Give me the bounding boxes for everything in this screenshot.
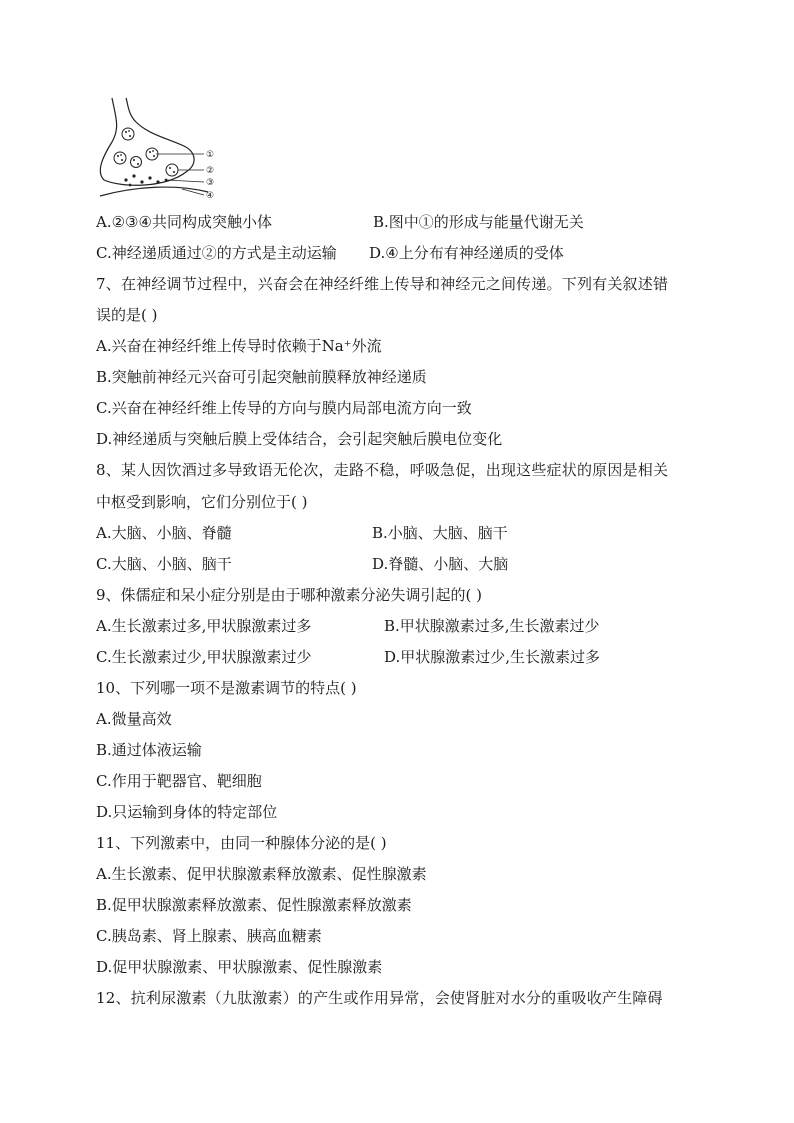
q11-option-b: B.促甲状腺激素释放激素、促性腺激素释放激素 — [96, 896, 412, 914]
q10-option-b: B.通过体液运输 — [96, 741, 202, 759]
q7-option-a: A.兴奋在神经纤维上传导时依赖于Na⁺外流 — [96, 337, 382, 355]
q6-option-a: A.②③④共同构成突触小体 — [96, 213, 272, 231]
q6-option-d: D.④上分布有神经递质的受体 — [369, 244, 564, 262]
q9-option-b: B.甲状腺激素过多,生长激素过少 — [384, 617, 600, 635]
q8-option-b: B.小脑、大脑、脑干 — [372, 524, 508, 542]
callout-2: ② — [206, 166, 215, 176]
q6-option-b: B.图中①的形成与能量代谢无关 — [373, 213, 584, 231]
q7-option-c: C.兴奋在神经纤维上传导的方向与膜内局部电流方向一致 — [96, 399, 472, 417]
q11-option-c: C.胰岛素、肾上腺素、胰高血糖素 — [96, 927, 322, 945]
q9-option-d: D.甲状腺激素过少,生长激素过多 — [384, 648, 601, 666]
q9-option-a: A.生长激素过多,甲状腺激素过多 — [96, 617, 312, 635]
q11-stem: 11、下列激素中，由同一种腺体分泌的是( ) — [96, 834, 387, 852]
q7-option-b: B.突触前神经元兴奋可引起突触前膜释放神经递质 — [96, 368, 427, 386]
q9-stem: 9、侏儒症和呆小症分别是由于哪种激素分泌失调引起的( ) — [96, 586, 483, 604]
synapse-diagram — [96, 96, 226, 204]
q11-option-d: D.促甲状腺激素、甲状腺激素、促性腺激素 — [96, 958, 383, 976]
q8-stem-line1: 8、某人因饮酒过多导致语无伦次，走路不稳，呼吸急促，出现这些症状的原因是相关 — [96, 461, 669, 479]
callout-4: ④ — [206, 191, 215, 201]
q10-option-d: D.只运输到身体的特定部位 — [96, 803, 278, 821]
q12-stem-line1: 12、抗利尿激素（九肽激素）的产生或作用异常，会使肾脏对水分的重吸收产生障碍 — [96, 989, 663, 1007]
q8-option-a: A.大脑、小脑、脊髓 — [96, 524, 232, 542]
q7-option-d: D.神经递质与突触后膜上受体结合，会引起突触后膜电位变化 — [96, 430, 503, 448]
q10-option-c: C.作用于靶器官、靶细胞 — [96, 772, 262, 790]
q8-stem-line2: 中枢受到影响，它们分别位于( ) — [96, 493, 308, 511]
q8-option-c: C.大脑、小脑、脑干 — [96, 555, 232, 573]
callout-3: ③ — [206, 178, 215, 188]
q10-stem: 10、下列哪一项不是激素调节的特点( ) — [96, 679, 357, 697]
q6-option-c: C.神经递质通过②的方式是主动运输 — [96, 244, 337, 262]
callout-1: ① — [206, 150, 215, 160]
q8-option-d: D.脊髓、小脑、大脑 — [372, 555, 509, 573]
q7-stem-line1: 7、在神经调节过程中，兴奋会在神经纤维上传导和神经元之间传递。下列有关叙述错 — [96, 275, 669, 293]
q11-option-a: A.生长激素、促甲状腺激素释放激素、促性腺激素 — [96, 865, 427, 883]
q9-option-c: C.生长激素过少,甲状腺激素过少 — [96, 648, 312, 666]
q7-stem-line2: 误的是( ) — [96, 306, 158, 324]
q10-option-a: A.微量高效 — [96, 710, 172, 728]
